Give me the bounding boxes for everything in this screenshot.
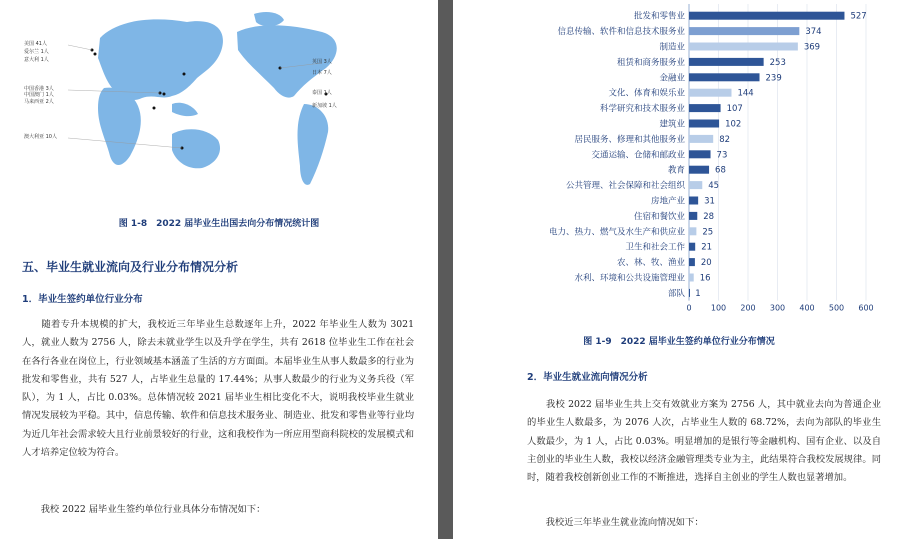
paragraph-industry-summary: 随着专升本规模的扩大，我校近三年毕业生总数逐年上升，2022 年毕业生人数为 3021 人，就业人数为 2756 人，除去未就业学生以及升学在学生，共有 2618 位毕业生工作在社会在各行各业在岗位上，行业领域基本涵盖了生活的方方面面。本届毕业生从事人数最多的行业为批发和零售业，共有 527 人，占毕业生总量的 17.44%；从事人数最少的行业为义务兵役（军队），为 1 人，占比 0.03%。总体情况较 2021 届毕业生相比变化不大，说明我校毕业生就业情况发展较为平稳。其中，信息传输、软件和信息技术服务业、制造业、批发和零售业等行业均为近几年社会需求较大且行业前景较好的行业，这和我校作为一所应用型商科院校的发展模式和人才培养定位较为符合。 — [22, 319, 417, 459]
bar — [689, 150, 711, 158]
subsection-heading-1: 1．毕业生签约单位行业分布 — [22, 294, 143, 305]
paragraph-industry-intro: 我校 2022 届毕业生签约单位行业具体分布情况如下： — [22, 504, 266, 515]
value-label: 374 — [805, 27, 822, 38]
figure-caption-1-8: 图 1-8 2022 届毕业生出国去向分布情况统计图 — [118, 219, 320, 229]
category-label: 卫生和社会工作 — [625, 242, 685, 253]
map-label-right-0: 英国 3人 — [312, 59, 332, 65]
value-label: 31 — [704, 196, 715, 207]
category-label: 批发和零售业 — [633, 11, 685, 22]
x-tick-label: 100 — [710, 303, 727, 313]
category-label: 建筑业 — [659, 119, 685, 130]
paragraph-employment-flow: 我校 2022 届毕业生共上交有效就业方案为 2756 人，其中就业去向为普通企业的毕业生人数最多，为 2076 人次，占毕业生人数的 68.72%，去向为部队的毕业生人数最少，为 1 人，占比 0.03%。明显增加的是银行等金融机构、国有企业、以及自主创业的毕业生人数，我校以经济金融管理类专业为主，此结果符合我校发展规律。同时，随着我校创新创业工作的不断推进，选择自主创业的学生人数也显著增加。 — [527, 399, 881, 484]
bar — [689, 120, 719, 128]
value-label: 369 — [803, 42, 821, 53]
bar — [689, 274, 694, 282]
category-label: 农、林、牧、渔业 — [616, 258, 685, 269]
subsection-heading-2: 2．毕业生就业流向情况分析 — [527, 372, 648, 383]
category-label: 电力、热力、燃气及水生产和供应业 — [548, 227, 685, 238]
category-label: 制造业 — [659, 42, 685, 53]
map-label-right-1: 日本 7人 — [312, 70, 332, 76]
bar — [689, 12, 844, 20]
bar — [689, 243, 695, 251]
category-label: 公共管理、社会保障和社会组织 — [565, 181, 685, 192]
value-label: 253 — [769, 57, 786, 68]
map-label-2: 意大利 1人 — [24, 57, 49, 63]
value-label: 20 — [700, 258, 712, 269]
paragraph-flow-intro: 我校近三年毕业生就业流向情况如下： — [527, 517, 704, 528]
category-label: 住宿和餐饮业 — [633, 211, 685, 222]
value-label: 25 — [702, 227, 714, 238]
value-label: 102 — [725, 119, 742, 130]
category-label: 房地产业 — [650, 196, 685, 207]
value-label: 16 — [699, 273, 711, 284]
chart-bars — [689, 12, 844, 297]
category-label: 水利、环境和公共设施管理业 — [574, 273, 685, 284]
world-map — [22, 8, 372, 208]
bar — [689, 27, 799, 35]
map-land — [98, 12, 337, 185]
category-label: 交通运输、仓储和邮政业 — [591, 150, 685, 161]
value-label: 68 — [715, 165, 726, 176]
bar — [689, 181, 702, 189]
chart-x-ticks — [686, 304, 873, 313]
x-tick-label: 200 — [740, 303, 756, 313]
value-label: 239 — [765, 73, 782, 84]
category-label: 科学研究和技术服务业 — [599, 104, 685, 115]
bar — [689, 104, 721, 112]
chart-category-labels — [549, 11, 686, 299]
map-label-1: 爱尔兰 1人 — [24, 49, 49, 55]
bar — [689, 212, 697, 220]
world-map-figure — [22, 8, 372, 208]
value-label: 1 — [695, 288, 701, 299]
map-label-3: 中国香港 3人 — [24, 86, 54, 92]
x-tick-label: 0 — [686, 303, 692, 313]
value-label: 144 — [737, 88, 754, 99]
value-label: 107 — [726, 104, 743, 115]
category-label: 金融业 — [659, 73, 685, 84]
bar — [689, 166, 709, 174]
category-label: 租赁和商务服务业 — [616, 57, 685, 68]
category-label: 部队 — [667, 288, 685, 299]
x-tick-label: 400 — [799, 303, 815, 313]
left-page — [0, 0, 438, 539]
value-label: 527 — [850, 11, 867, 22]
map-label-right-2: 泰国 1人 — [312, 90, 332, 96]
category-label: 居民服务、修理和其他服务业 — [574, 134, 685, 145]
bar — [689, 135, 713, 143]
bar — [689, 58, 764, 66]
figure-caption-1-9: 图 1-9 2022 届毕业生签约单位行业分布情况 — [583, 337, 775, 347]
map-label-6: 澳大利亚 10人 — [24, 134, 57, 140]
value-label: 45 — [708, 181, 720, 192]
map-label-0: 美国 41人 — [24, 41, 47, 47]
chart-value-labels — [695, 12, 866, 299]
category-label: 文化、体育和娱乐业 — [608, 88, 685, 99]
section-heading: 五、毕业生就业流向及行业分布情况分析 — [22, 260, 239, 274]
map-label-4: 中国澳门 1人 — [24, 92, 54, 98]
map-label-5: 马来西亚 2人 — [24, 99, 54, 105]
x-tick-label: 600 — [858, 303, 874, 313]
bar — [689, 43, 798, 51]
x-tick-label: 300 — [769, 303, 786, 313]
value-label: 73 — [716, 150, 728, 161]
bar — [689, 227, 696, 235]
industry-bar-chart — [500, 0, 880, 320]
value-label: 28 — [703, 211, 715, 222]
value-label: 82 — [719, 134, 731, 145]
value-label: 21 — [701, 242, 713, 253]
bar — [689, 89, 731, 97]
bar — [689, 258, 695, 266]
map-label-right-3: 新加坡 1人 — [312, 103, 337, 109]
map-left-labels — [24, 40, 57, 140]
category-label: 教育 — [667, 165, 685, 176]
x-tick-label: 500 — [828, 303, 845, 313]
category-label: 信息传输、软件和信息技术服务业 — [557, 27, 685, 38]
bar — [689, 73, 760, 81]
bar — [689, 289, 690, 297]
bar — [689, 197, 698, 205]
